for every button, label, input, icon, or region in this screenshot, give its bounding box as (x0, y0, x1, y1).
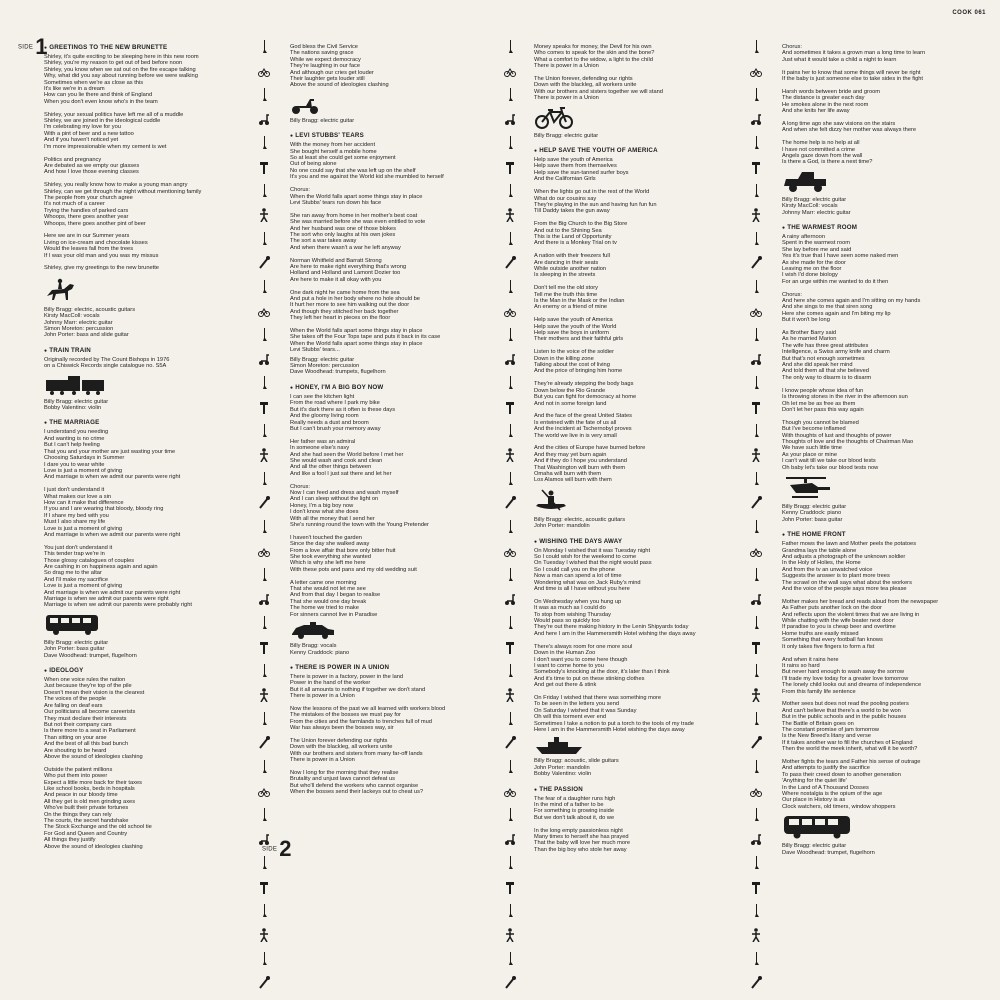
song-ideology-continued (290, 44, 515, 124)
song-lyrics: On Monday I wished that it was Tuesday night So I could wish for the weekend to come On Tuesday I wished that the night would pass So I could call you on the phone Now a man can spend a lot of time Wondering what was on Jack Ruby's mind And time is all I have without you here On Wednesday when you hung up It was as much as I could do To stop from wishing Thursday Would pass so quickly too They're out there making history in the Lenin Shipyards today And here I am in the Hammersmith Hotel wishing the days away There's always room for one more soul Down in the Human Zoo I don't want you to come here though I want to come home to you Somebody's knocking at the door, it's later than I think And it's time to put on these stinking clothes And get out there & stink On Friday I wished that there was something more To be seen in the letters you send On Saturday I wished that it was Sunday Oh will this torment ever end Sometimes I take a notion to put a torch to the tools of my trade Here I am in the Hammersmith Hotel wishing the days away (534, 547, 696, 733)
hammer-icon (258, 880, 270, 894)
column-3 (534, 44, 759, 861)
side-word: SIDE (18, 44, 34, 51)
song-title: ● HONEY, I'M A BIG BOY NOW (290, 384, 515, 391)
rifle-icon (504, 904, 516, 918)
side-number: 1 (35, 34, 48, 59)
rifle-icon (750, 952, 762, 966)
song-the-warmest-room (782, 224, 1000, 523)
song-credits: Billy Bragg: electric guitar Kirsty MacColl: vocals Johnny Marr: electric guitar (782, 196, 851, 216)
song-credits: Billy Bragg: electric guitar Simon Moreton: percussion Dave Woodhead: trumpets, flugelhorn (290, 356, 386, 376)
song-title: ● LEVI STUBBS' TEARS (290, 132, 515, 139)
song-lyrics: Chorus: And sometimes it takes a grown man a long time to learn Just what it would take a child a night to learn It pains her to know that some things will never be right If the baby is just someone else to take sides in the fight Harsh words between bride and groom The distance is greater each day He smokes alone in the next room And she knits her life away A long time ago she saw visions on the stairs And when she felt dizzy her mother was always there The home help is no help at all I have not committed a crime Angels gaze down from the wall Is there a God, is there a next time? (782, 44, 926, 166)
song-lyrics: With the money from her accident She bought herself a mobile home So at least she could get some enjoyment Out of being alone No one could say that she was left up on the shelf It's you and me against the World kid she mumbled to herself Chorus: When the World falls apart some things stay in place Levi Stubbs' tears run down his face She ran away from home in her mother's best coat She was married before she was even entitled to vote And her husband was one of those blokes The sort who only laughs at his own jokes The sort a war takes away And when there wasn't a war he left anyway Norman Whitfield and Barratt Strong Are here to make right everything that's wrong Holland and Holland and Lamont Dozier too Are here to make it all okay with you One dark night he came home from the sea And put a hole in her body where no hole should be It hurt her more to see him walking out the door And though they stitched her back together They left her heart in pieces on the floor When the World falls apart some things stay in place She takes off the Four Tops tape and puts it back in its case When the World falls apart some things stay in place Levi Stubbs' tears... (290, 142, 444, 354)
rifle-icon (258, 856, 270, 870)
song-lyrics: Help save the youth of America Help save them from themselves Help save the sun-tanned surfer boys And the Californian Girls When the lights go out in the rest of the World What do our cousins say They're playing in the sun and having fun fun fun Till Daddy takes the gun away From the Big Church to the Big Store And out to the Shining Sea This is the Land of Opportunity And there is a Monkey Trial on tv A nation with their freezers full Are dancing in their seats While outside another nation Is sleeping in the streets Don't tell me the old story Tell me the truth this time Is the Man in the Mask or the Indian An enemy or a friend of mine Help save the youth of America Help save the youth of the World Help save the boys in uniform Their mothers and their faithful girls Listen to the voice of the soldier Down in the killing zone Talking about the cost of living And the price of bringing him home They're already stepping the body bags Down below the Rio Grande But you can fight for democracy at home And not in some foreign land And the face of the great United States Is entwined with the fate of us all And the incident at Tschernobyl proves The world we live in is very small And the cities of Europe have burned before And they may yet burn again And if they do I hope you understand That Washington will burn with them Omaha will burn with them Los Alamos will burn with them (534, 157, 657, 484)
song-lyrics: The fear of a daughter runs high In the mind of a father to be For something is growing inside But we don't talk about it, do we In the long empty passionless night Many times to herself she has prayed That the baby will love her much more Than the big boy who stole her away (534, 795, 631, 853)
song-title: ● THE MARRIAGE (44, 419, 269, 426)
bus-icon (44, 613, 100, 637)
song-the-passion-continued (782, 44, 1000, 216)
taxi-icon (290, 622, 336, 640)
song-title: ● GREETINGS TO THE NEW BRUNETTE (44, 44, 269, 51)
song-lyrics: Money speaks for money, the Devil for his own Who comes to speak for the skin and the bone? What a comfort to the widow, a light to the child There is power in a Union The Union forever, defending our rights Down with the blackleg, all workers unite With our brothers and sisters together we will stand There is power in a Union (534, 44, 663, 102)
column-2 (290, 44, 515, 804)
figure-icon (750, 928, 762, 942)
rifle-icon (258, 952, 270, 966)
song-credits: Billy Bragg: electric guitar (534, 132, 599, 139)
song-lyrics: Father mows the lawn and Mother peels the potatoes Grandma lays the table alone And adjusts a photograph of the unknown soldier In the Holy of Holies, the Home And from the tv an unwatched voice Suggests the answer is to plant more trees The scrawl on the wall says what about the workers And the voice of the people says more tea please Mother makes her bread and reads aloud from the newspaper As Father puts another lock on the door And reflects upon the violent times that we are living in While chatting with the wife beater next door If paradise to you is cheap beer and overtime Home truths are easily missed Something that every football fan knows It only takes five fingers to form a fist And when it rains here It rains so hard But never hard enough to wash away the sorrow I'll trade my love today for a greater love tomorrow The lonely child looks out and dreams of independence From this family life sentence Mother sees but does not read the pooling posters And can't believe that there's a world to be won But in the public schools and in the public houses The Battle of Britain goes on The constant promise of jam tomorrow Is the New Breed's litany and verse If it takes another war to fill the churches of England Then the world the meek inherit, what will it be worth? Mother fights the tears and Father his sense of outrage And attempts to justify the sacrifice To pass their creed down to another generation 'Anything for the quiet life' In the Land of A Thousand Dosses Where nostalgia is the opium of the age Our place in History is as Clock watchers, old timers, window shoppers (782, 541, 939, 810)
column-1 (44, 44, 269, 858)
rifle-icon (750, 904, 762, 918)
song-power-in-a-union-continued (534, 44, 759, 139)
song-title: ● THERE IS POWER IN A UNION (290, 664, 515, 671)
song-title: ● THE WARMEST ROOM (782, 224, 1000, 231)
canoe-icon (534, 488, 568, 514)
song-title: ● THE HOME FRONT (782, 531, 1000, 538)
song-lyrics: There is power in a factory, power in the land Power in the hand of the worker But it all amounts to nothing if together we don't stand There is power in a Union Now the lessons of the past we all learned with workers blood The mistakes of the bosses we must pay for From the cities and the farmlands to trenches full of mud War has always been the bosses way, sir The Union forever defending our rights Down with the blackleg, all workers unite With our brothers and sisters from many far-off lands There is power in a Union Now I long for the morning that they realise Brutality and unjust laws cannot defeat us But who'll defend the workers who cannot organise When the bosses send their lackeys out to cheat us? (290, 673, 446, 796)
song-credits: Billy Bragg: electric, acoustic guitars Kirsty MacColl: vocals Johnny Marr: electric guitar Simon Moreton: percussion John Porter: bass and slide guitar (44, 306, 136, 339)
song-title: ● TRAIN TRAIN (44, 347, 269, 354)
song-title: ● HELP SAVE THE YOUTH OF AMERICA (534, 147, 759, 154)
side-word: SIDE (262, 846, 278, 853)
song-levi-stubbs-tears (290, 132, 515, 376)
song-lyrics: I understand you needing And wanting is no crime But I can't help feeling That you and your mother are just wasting your time Choosing Saturdays in Summer I dare you to wear white Love is just a moment of giving And marriage is when we admit our parents were right I just don't understand it What makes our love a sin How can it make that difference If you and I are wearing that bloody, bloody ring If I share my bed with you Must I also share my life Love is just a moment of giving And marriage is when we admit our parents were right You just don't understand it This tender trap we're in Those glossy catalogues of couples Are cashing in on happiness again and again So drag me to the altar And I'll make my sacrifice Love is just a moment of giving And marriage is when we admit our parents were right Marriage is when we admit our parents were right Marriage is when we admit our parents were probably right (44, 429, 192, 609)
song-lyrics: God bless the Civil Service The nations saving grace While we expect democracy They're laughing in our face And although our cries get louder Their laughter gets louder still Above the sound of ideologies clashing (290, 44, 389, 89)
side-number: 2 (279, 836, 292, 861)
song-greetings (44, 44, 269, 339)
train-icon (44, 374, 106, 396)
song-the-passion (534, 786, 759, 854)
song-credits: Billy Bragg: electric, acoustic guitars John Porter: mandolin (534, 516, 626, 530)
song-credits: Billy Bragg: electric guitar Bobby Valentino: violin (44, 398, 109, 412)
song-help-save-the-youth (534, 147, 759, 530)
tool-icon (258, 976, 270, 990)
song-title: ● THE PASSION (534, 786, 759, 793)
song-lyrics: Originally recorded by The Count Bishops in 1976 on a Chiswick Records single catalogue no. S5A (44, 356, 170, 370)
catalog-number: COOK 061 (952, 10, 986, 16)
song-train-train (44, 347, 269, 412)
hammer-icon (504, 880, 516, 894)
rifle-icon (258, 904, 270, 918)
song-credits: Billy Bragg: electric guitar Dave Woodhead: trumpet, flugelhorn (782, 843, 875, 856)
figure-icon (504, 928, 516, 942)
song-power-in-a-union (290, 664, 515, 796)
jeep-icon (782, 170, 828, 194)
song-credits: Billy Bragg: vocals Kenny Craddock: piano (290, 643, 350, 656)
tool-icon (750, 976, 762, 990)
figure-icon (258, 928, 270, 942)
song-credits: Billy Bragg: acoustic, slide guitars John Porter: mandolin Bobby Valentino: violin (534, 758, 619, 778)
column-4 (782, 44, 1000, 864)
song-lyrics: Shirley, it's quite exciting to be sleeping here in this new room Shirley, you're my reason to get out of bed before noon Shirley, you know when we sat out on the fire escape talking Why, what did you say about running before we were walking Sometimes when we're as close as this It's like we're in a dream How can you lie there and think of England When you don't even know who's in the team Shirley, your sexual politics have left me all of a muddle Shirley, we are joined in the ideological cuddle I'm celebrating my love for you With a pint of beer and a new tattoo And if you haven't noticed yet I'm more impressionable when my cement is wet Politics and pregnancy Are debated as we empty our glasses And how I love those evening classes Shirley, you really know how to make a young man angry Shirley, can we get through the night without mentioning family The people from your church agree It's not much of a career Trying the handles of parked cars Whoops, there goes another year Whoops, there goes another pint of beer Here we are in our Summer years Living on ice-cream and chocolate kisses Would the leaves fall from the trees If I was your old man and you was my missus Shirley, give my greetings to the new brunette (44, 54, 202, 272)
song-the-marriage (44, 419, 269, 659)
song-lyrics: A rainy afternoon Spent in the warmest room She lay before me and said Yes it's true that I have seen some naked men As she made for the door Leaving me on the floor I wish I'd done biology For an urge within me wanted to do it then Chorus: And here she comes again and I'm sitting on my hands And she sings to me that siren song Here she comes again and I'm biting my lip But it won't be long As Brother Barry said As he married Marion The wife has three great attributes Intelligence, a Swiss army knife and charm But that's not enough sometimes And she did speak her mind And told them all that she believed The only way to disarm is to disarm I know people whose idea of fun Is throwing stones in the river in the afternoon sun Oh let me be as free as them Don't let her pass this way again Though you cannot be blamed But I've become inflamed With thoughts of lust and thoughts of power Thoughts of love and the thoughts of Chairman Mao We have such little time As your place or mine I can't wait till we take our blood tests Oh baby let's take our blood tests now (782, 233, 921, 471)
song-title: ● IDEOLOGY (44, 667, 269, 674)
song-credits: Billy Bragg: electric guitar John Porter: bass guitar Dave Woodhead: trumpet, flugelhorn (44, 639, 137, 659)
rifle-icon (504, 808, 516, 822)
song-credits: Billy Bragg: electric guitar (290, 117, 355, 124)
bicycle-icon (534, 106, 574, 130)
song-credits: Billy Bragg: electric guitar Kenny Craddock: piano John Porter: bass guitar (782, 503, 847, 523)
scooter-icon (290, 93, 320, 115)
song-lyrics: When one voice rules the nation Just because they're top of the pile Doesn't mean their vision is the clearest The voices of the people Are falling on deaf ears Our politicians all become careerists They must declare their interests But not their company cars Is there more to a seat in Parliament Than sitting on your arse And the best of all this bad bunch Are shouting to be heard Above the sound of ideologies clashing Outside the patient millions Who put them into power Expect a little more back for their taxes Like school books, beds in hospitals And peace in our bloody time All they get is old men grinding axes Who've built their private fortunes On the things they can rely The courts, the secret handshake The Stock Exchange and the old school tie For God and Queen and Country All things they justify Above the sound of ideologies clashing (44, 677, 152, 850)
rifle-icon (504, 952, 516, 966)
song-lyrics: I can see the kitchen light From the road where I park my bike But it's dark there as it often is these days And the gloomy living room Really needs a dust and broom But I can't brush your memory away Her father was an admiral In someone else's navy And she had seen the World before I met her She would wash and cook and clean And all the other things between And like a fool I just sat there and let her Chorus: Now I can feed and dress and wash myself And I can sleep without the light on Honey, I'm a big boy now I don't know what she does With all the money that I send her She's running round the town with the Young Pretender I haven't touched the garden Since the day she walked away From a love affair that bore only bitter fruit She took everything she wanted Which is why she left me here With these pots and pans and my old wedding suit A letter came one morning That she would not let me see And from that day I began to realise That she would one day break The home we tried to make For sinners cannot live in Paradise (290, 393, 429, 618)
helicopter-icon (782, 475, 832, 501)
scooter-icon (504, 832, 516, 846)
song-title: ● WISHING THE DAYS AWAY (534, 538, 759, 545)
ship-icon (534, 737, 584, 755)
rifle-icon (504, 856, 516, 870)
song-honey-big-boy (290, 384, 515, 656)
song-the-home-front (782, 531, 1000, 856)
coach-bus-icon (782, 814, 852, 840)
tool-icon (504, 976, 516, 990)
horse-rider-icon (44, 276, 78, 304)
song-wishing-the-days-away (534, 538, 759, 778)
hammer-icon (750, 880, 762, 894)
song-ideology (44, 667, 269, 850)
